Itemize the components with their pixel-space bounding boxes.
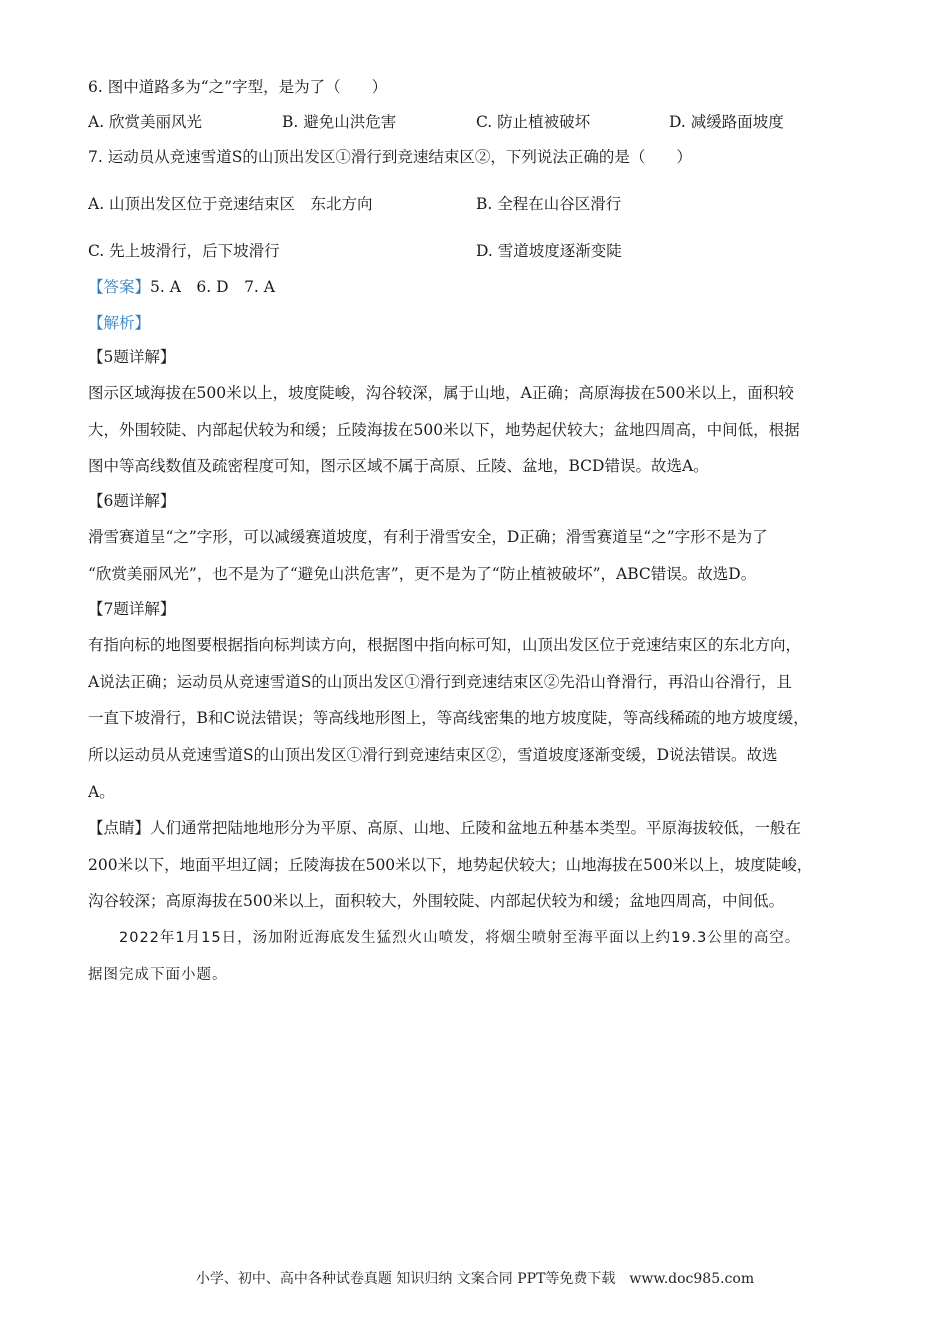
- q7-option-d: D. 雪道坡度逐渐变陡: [476, 242, 622, 260]
- tips-text: 人们通常把陆地地形分为平原、高原、山地、丘陵和盆地五种基本类型。平原海拔较低，一般在: [150, 819, 802, 837]
- detail-5-heading: 【5题详解】: [88, 348, 176, 366]
- answer-line: [88, 277, 275, 297]
- tips-tag: 【点睛】: [88, 819, 151, 837]
- detail-7-line: 一直下坡滑行，B和C说法错误；等高线地形图上，等高线密集的地方坡度陡，等高线稀疏的地方坡度缓，: [88, 709, 809, 727]
- detail-7-heading: 【7题详解】: [88, 600, 176, 618]
- q7-option-c: C. 先上坡滑行，后下坡滑行: [88, 242, 280, 260]
- detail-7-line: 所以运动员从竞速雪道S的山顶出发区①滑行到竞速结束区②，雪道坡度逐渐变缓，D说法错误。故选: [88, 746, 778, 764]
- answer-text: 5. A 6. D 7. A: [150, 278, 275, 296]
- answer-tag: 【答案】: [88, 278, 151, 296]
- q7-option-a: A. 山顶出发区位于竞速结束区 东北方向: [88, 195, 373, 213]
- q6-option-d: D. 减缓路面坡度: [669, 113, 784, 131]
- detail-7-line: A。: [88, 783, 115, 801]
- q7-stem: 7. 运动员从竞速雪道S的山顶出发区①滑行到竞速结束区②，下列说法正确的是（ ）: [88, 148, 692, 166]
- detail-5-line: 图示区域海拔在500米以上，坡度陡峻，沟谷较深，属于山地，A正确；高原海拔在500米以上，面积较: [88, 384, 794, 402]
- analysis-tag: 【解析】: [88, 314, 151, 332]
- q6-option-c: C. 防止植被破坏: [476, 113, 591, 131]
- tips-line: 200米以下，地面平坦辽阔；丘陵海拔在500米以下，地势起伏较大；山地海拔在500米以上，坡度陡峻，: [88, 856, 813, 874]
- detail-5-line: 图中等高线数值及疏密程度可知，图示区域不属于高原、丘陵、盆地，BCD错误。故选A。: [88, 457, 709, 475]
- q7-option-b: B. 全程在山谷区滑行: [476, 195, 622, 213]
- passage-line: 据图完成下面小题。: [88, 967, 228, 983]
- detail-6-heading: 【6题详解】: [88, 492, 176, 510]
- detail-6-line: 滑雪赛道呈“之”字形，可以减缓赛道坡度，有利于滑雪安全，D正确；滑雪赛道呈“之”字形不是为了: [88, 528, 768, 546]
- tips-line: [88, 818, 801, 838]
- detail-7-line: 有指向标的地图要根据指向标判读方向，根据图中指向标可知，山顶出发区位于竞速结束区的东北方向，: [88, 636, 802, 654]
- tips-line: 沟谷较深；高原海拔在500米以上，面积较大，外围较陡、内部起伏较为和缓；盆地四周高，中间低。: [88, 892, 785, 910]
- page-footer: 小学、初中、高中各种试卷真题 知识归纳 文案合同 PPT等免费下载 www.doc985.com: [195, 1271, 755, 1287]
- q6-option-a: A. 欣赏美丽风光: [88, 113, 203, 131]
- detail-7-line: A说法正确；运动员从竞速雪道S的山顶出发区①滑行到竞速结束区②先沿山脊滑行，再沿山谷滑行，且: [88, 673, 792, 691]
- q6-option-b: B. 避免山洪危害: [282, 113, 397, 131]
- detail-5-line: 大，外围较陡、内部起伏较为和缓；丘陵海拔在500米以下，地势起伏较大；盆地四周高，中间低，根据: [88, 421, 800, 439]
- passage-line: 2022年1月15日，汤加附近海底发生猛烈火山喷发，将烟尘喷射至海平面以上约19.3公里的高空。: [119, 930, 801, 946]
- detail-6-line: “欣赏美丽风光”，也不是为了“避免山洪危害”，更不是为了“防止植被破坏”，ABC错误。故选D。: [88, 565, 757, 583]
- q6-stem: 6. 图中道路多为“之”字型，是为了（ ）: [88, 78, 388, 96]
